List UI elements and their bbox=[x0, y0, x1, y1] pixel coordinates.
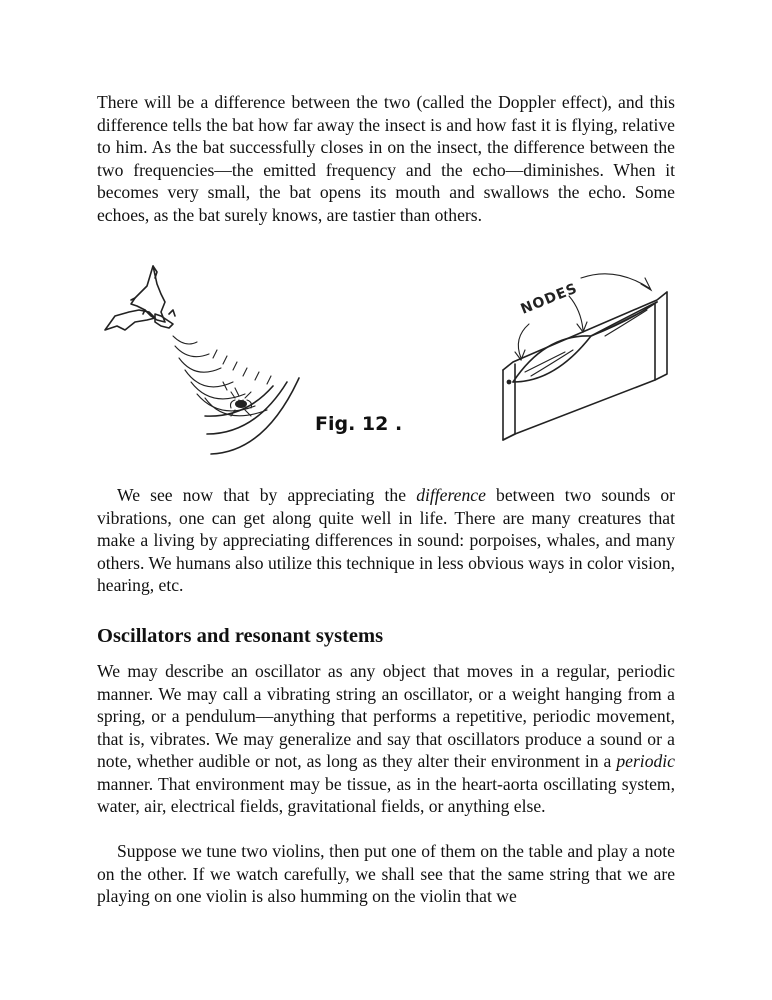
sonar-waves bbox=[173, 336, 299, 454]
p3-emphasis: periodic bbox=[616, 751, 675, 771]
p2-emphasis: difference bbox=[416, 485, 486, 505]
nodes-label: NODES bbox=[518, 280, 581, 318]
p3-text-end: manner. That environment may be tissue, as in the heart-aorta oscillating system, water, air, electrical fields, gravitational fields, or anything else. bbox=[97, 773, 675, 816]
p3-text-start: We may describe an oscillator as any object that moves in a regular, periodic manner. We may call a vibrating string an oscillator, or a weight hanging from a spring, or a pendulum—anything that performs a repetitive, periodic movement, that is, vibrates. We may generalize and say that oscillators produce a sound or a note, whether audible or not, as long as they alter their environment in a bbox=[97, 661, 675, 771]
p2-text-start: We see now that by appreciating the bbox=[117, 485, 417, 505]
paragraph-violins: Suppose we tune two violins, then put one of them on the table and play a note on the other. If we watch carefully, we shall see that the same string that we are playing on one violin is also humming on the violin that we bbox=[97, 841, 675, 906]
paragraph-oscillator bbox=[97, 660, 675, 818]
section-heading: Oscillators and resonant systems bbox=[97, 625, 384, 647]
p2-text-end: between two sounds or vibrations, one can get along quite well in life. There are many creatures that make a living by appreciating differences in sound: porpoises, whales, and many others. We humans also utilize this technique in less obvious ways in color vision, hearing, etc. bbox=[97, 485, 675, 595]
figure-drawing bbox=[95, 258, 685, 468]
bat-illustration bbox=[105, 266, 175, 330]
figure-12 bbox=[95, 258, 685, 468]
figure-caption: Fig. 12 . bbox=[315, 413, 403, 435]
paragraph-difference bbox=[97, 484, 675, 597]
paragraph-doppler: There will be a difference between the two (called the Doppler effect), and this difference tells the bat how far away the insect is and how fast it is flying, relative to him. As the bat successfully closes in on the insect, the difference between the two frequencies—the emitted frequency and the echo—diminishes. When it becomes very small, the bat opens its mouth and swallows the echo. Some echoes, as the bat surely knows, are tastier than others. bbox=[97, 92, 675, 225]
